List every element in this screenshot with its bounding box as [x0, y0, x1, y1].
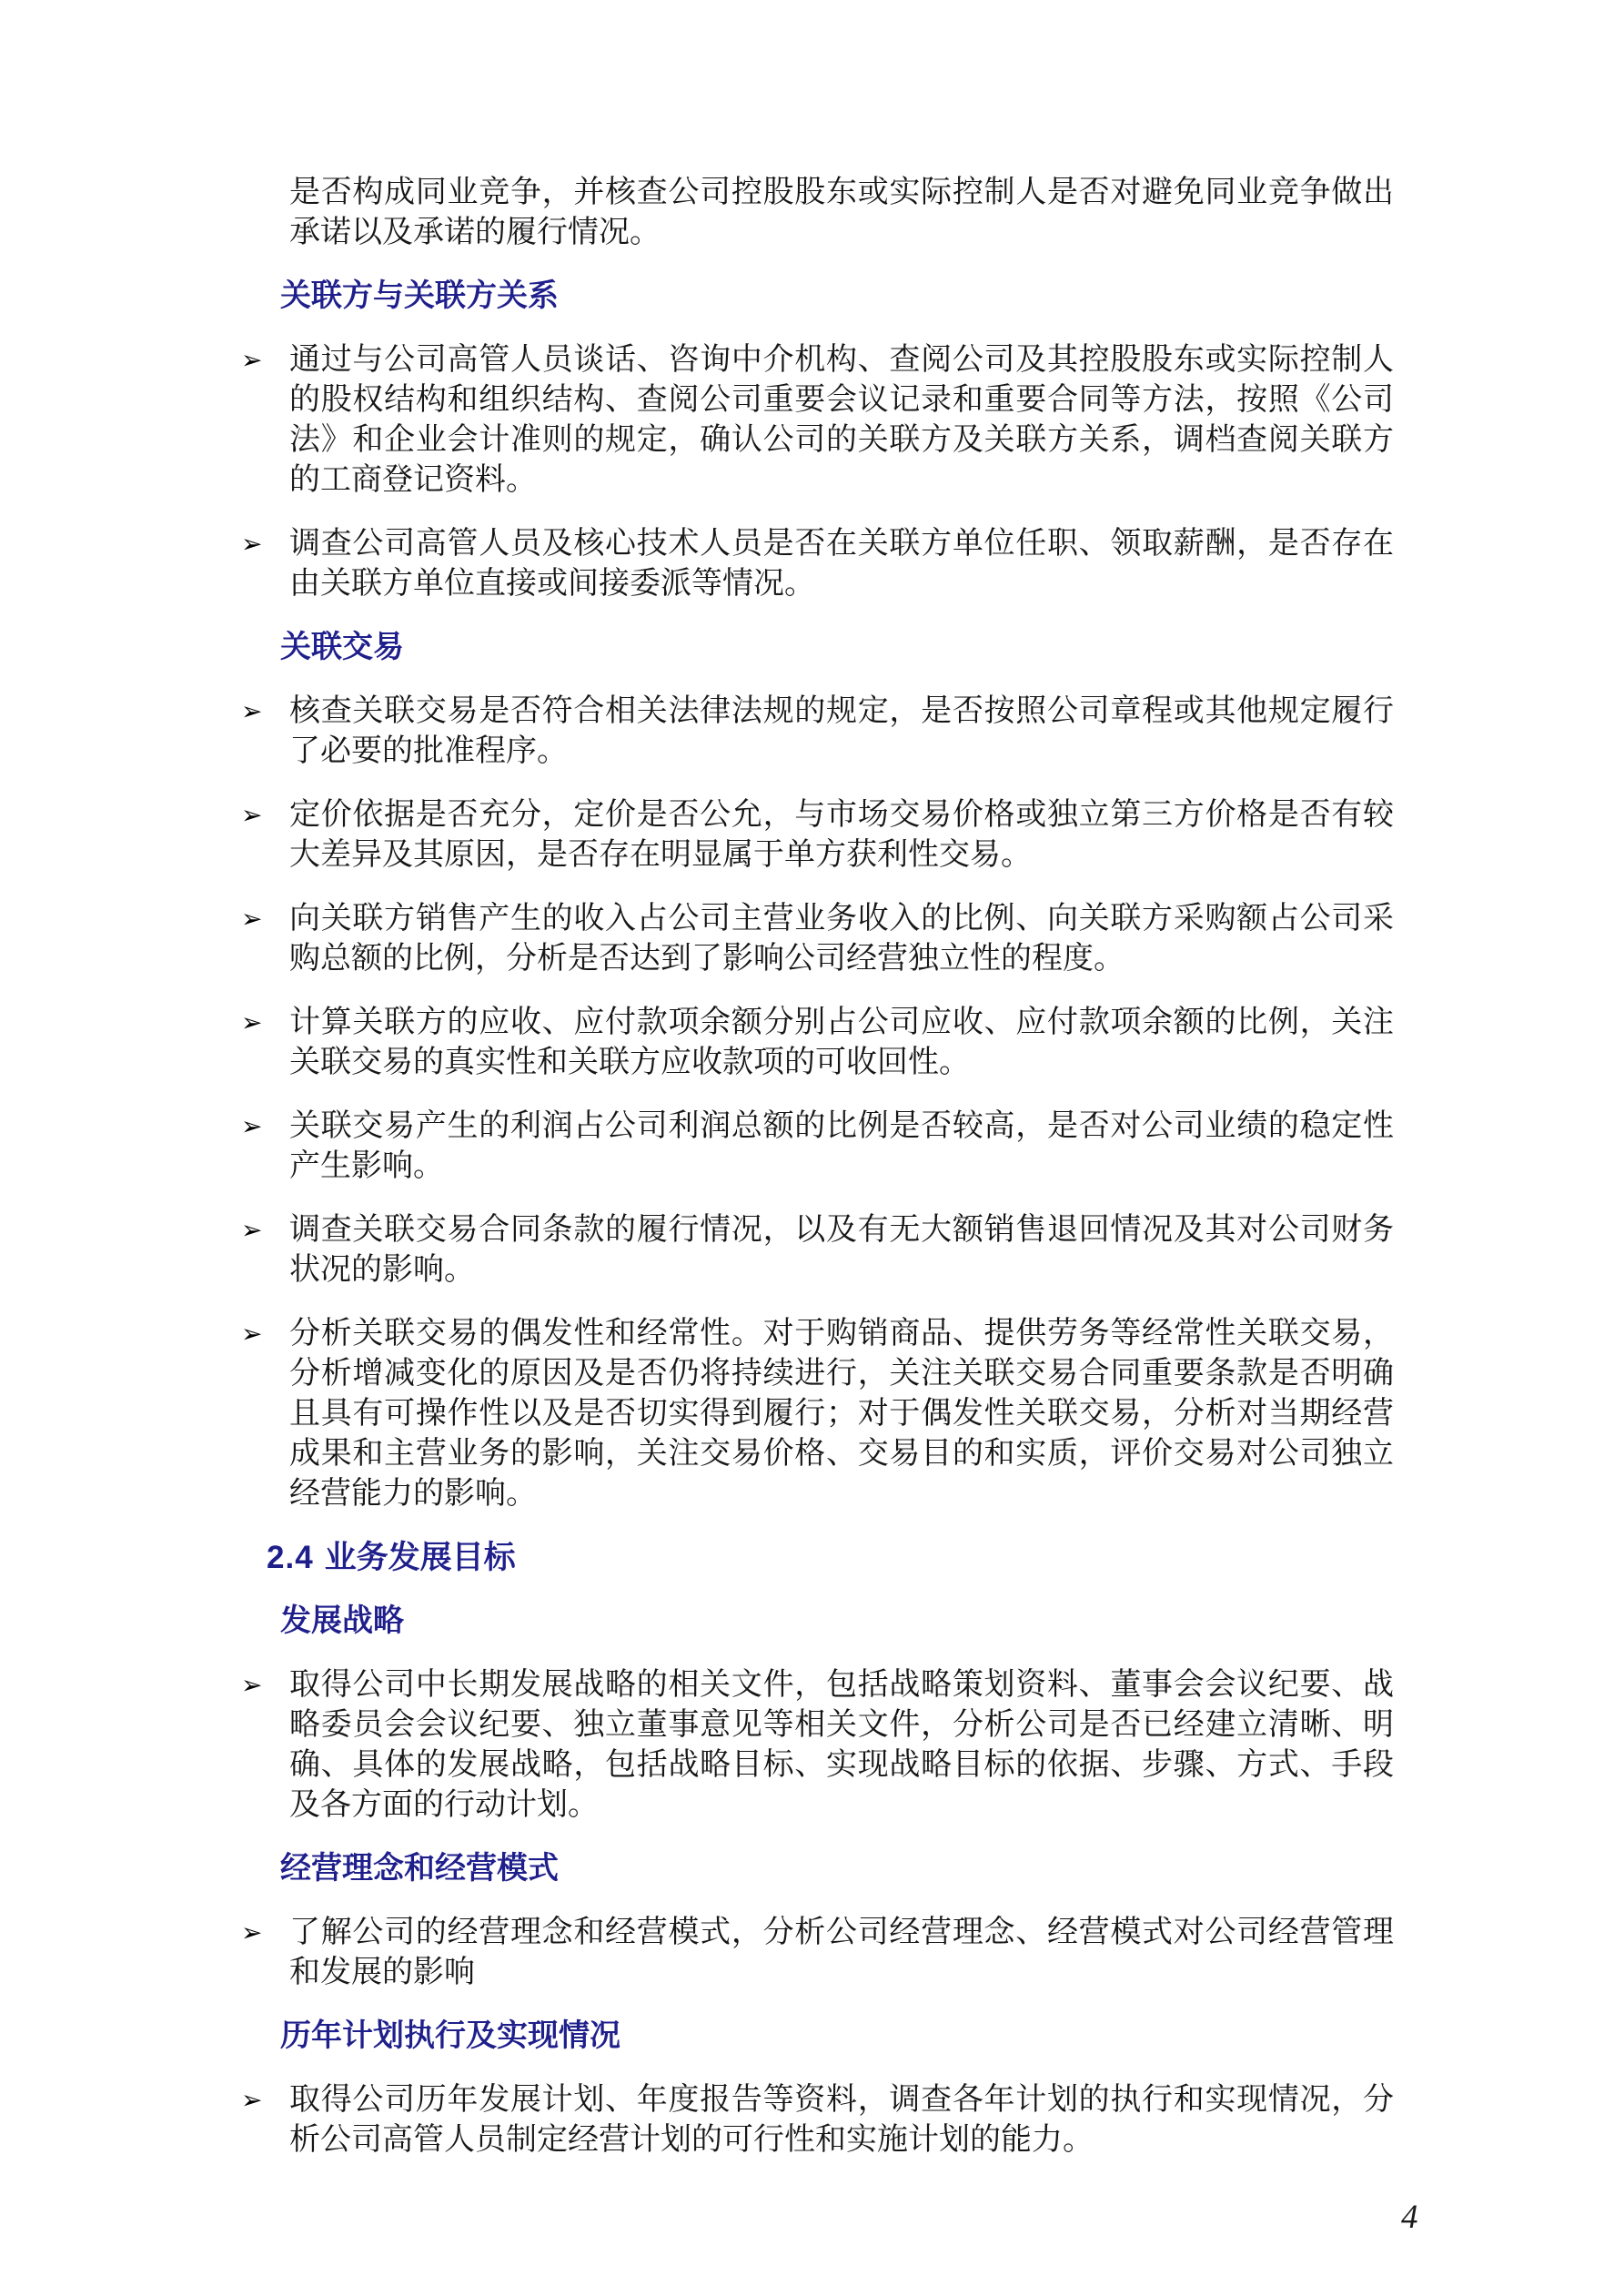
bullet-text: 调查公司高管人员及核心技术人员是否在关联方单位任职、领取薪酬，是否存在由关联方单位直接或间接委派等情况。 [289, 527, 1394, 601]
bullet-arrow-icon: ➢ [241, 529, 263, 559]
bullet-text: 定价依据是否充分，定价是否公允，与市场交易价格或独立第三方价格是否有较大差异及其原因，是否存在明显属于单方获利性交易。 [289, 798, 1394, 872]
bullet-arrow-icon: ➢ [241, 1670, 263, 1700]
bullet-arrow-icon: ➢ [241, 1215, 263, 1245]
bullet-item [241, 1107, 1394, 1187]
bullet-item [241, 692, 1394, 772]
chapter-title: 业务发展目标 [324, 1540, 516, 1575]
bullet-item [241, 1210, 1394, 1290]
bullet-item [241, 1665, 1394, 1826]
chapter-heading-business-goals [267, 1538, 1394, 1578]
sub-heading-related-parties: 关联方与关联方关系 [280, 279, 559, 313]
bullet-arrow-icon: ➢ [241, 904, 263, 934]
bullet-text: 了解公司的经营理念和经营模式，分析公司经营理念、经营模式对公司经营管理和发展的影响 [289, 1916, 1394, 1989]
bullet-item [241, 899, 1394, 979]
bullet-arrow-icon: ➢ [241, 696, 263, 726]
bullet-text: 向关联方销售产生的收入占公司主营业务收入的比例、向关联方采购额占公司采购总额的比例，分析是否达到了影响公司经营独立性的程度。 [289, 902, 1394, 976]
bullet-arrow-icon: ➢ [241, 1007, 263, 1037]
page-number: 4 [1401, 2199, 1418, 2236]
sub-heading-historical-plan-execution: 历年计划执行及实现情况 [280, 2019, 620, 2053]
bullet-text: 计算关联方的应收、应付款项余额分别占公司应收、应付款项余额的比例，关注关联交易的真实性和关联方应收款项的可收回性。 [289, 1006, 1394, 1079]
bullet-arrow-icon: ➢ [241, 1917, 263, 1947]
bullet-item [241, 1314, 1394, 1514]
sub-heading-development-strategy: 发展战略 [280, 1604, 404, 1638]
bullet-arrow-icon: ➢ [241, 345, 263, 375]
bullet-text: 关联交易产生的利润占公司利润总额的比例是否较高，是否对公司业绩的稳定性产生影响。 [289, 1109, 1394, 1183]
bullet-text: 取得公司中长期发展战略的相关文件，包括战略策划资料、董事会会议纪要、战略委员会会议纪要、独立董事意见等相关文件，分析公司是否已经建立清晰、明确、具体的发展战略，包括战略目标、实现战略目标的依据、步骤、方式、手段及各方面的行动计划。 [289, 1668, 1394, 1822]
bullet-item [241, 1003, 1394, 1083]
bullet-item [241, 2080, 1394, 2160]
document-content [241, 173, 1394, 2184]
bullet-text: 分析关联交易的偶发性和经常性。对于购销商品、提供劳务等经常性关联交易，分析增减变化的原因及是否仍将持续进行，关注关联交易合同重要条款是否明确且具有可操作性以及是否切实得到履行；对于偶发性关联交易，分析对当期经营成果和主营业务的影响，关注交易价格、交易目的和实质，评价交易对公司独立经营能力的影响。 [289, 1317, 1394, 1511]
bullet-arrow-icon: ➢ [241, 800, 263, 830]
bullet-text: 通过与公司高管人员谈话、咨询中介机构、查阅公司及其控股股东或实际控制人的股权结构和组织结构、查阅公司重要会议记录和重要合同等方法，按照《公司法》和企业会计准则的规定，确认公司的关联方及关联方关系，调档查阅关联方的工商登记资料。 [289, 343, 1394, 497]
bullet-text: 调查关联交易合同条款的履行情况，以及有无大额销售退回情况及其对公司财务状况的影响。 [289, 1213, 1394, 1287]
bullet-text: 取得公司历年发展计划、年度报告等资料，调查各年计划的执行和实现情况，分析公司高管人员制定经营计划的可行性和实施计划的能力。 [289, 2083, 1394, 2157]
bullet-arrow-icon: ➢ [241, 1111, 263, 1141]
sub-heading-business-philosophy: 经营理念和经营模式 [280, 1852, 559, 1886]
bullet-item [241, 795, 1394, 875]
chapter-number: 2.4 [267, 1540, 314, 1575]
bullet-item [241, 340, 1394, 501]
bullet-item [241, 524, 1394, 604]
sub-heading-related-transactions: 关联交易 [280, 631, 404, 664]
continuation-paragraph: 是否构成同业竞争，并核查公司控股股东或实际控制人是否对避免同业竞争做出承诺以及承诺的履行情况。 [289, 176, 1394, 249]
bullet-item [241, 1913, 1394, 1993]
bullet-text: 核查关联交易是否符合相关法律法规的规定，是否按照公司章程或其他规定履行了必要的批准程序。 [289, 694, 1394, 768]
bullet-arrow-icon: ➢ [241, 2085, 263, 2115]
bullet-arrow-icon: ➢ [241, 1319, 263, 1349]
